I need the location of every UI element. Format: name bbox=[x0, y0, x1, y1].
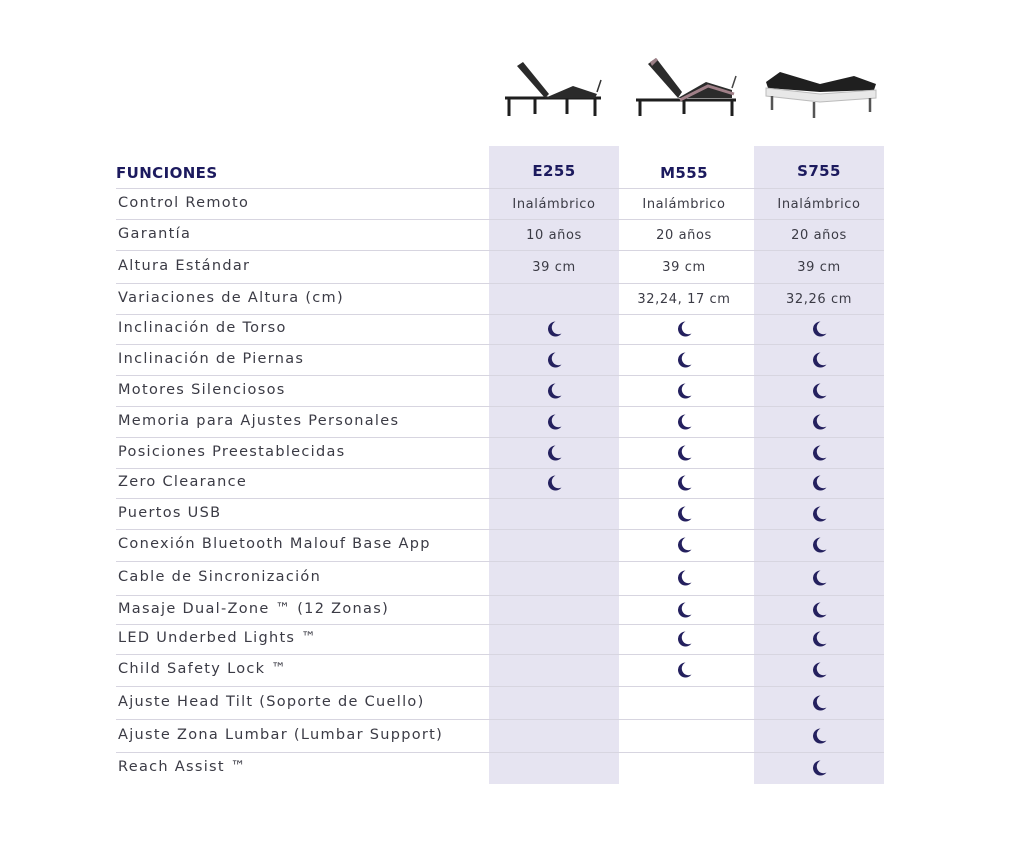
feature-label: Garantía bbox=[118, 225, 192, 242]
row-divider bbox=[116, 344, 884, 345]
crescent-moon-icon bbox=[675, 536, 693, 554]
feature-value: 20 años bbox=[791, 227, 847, 243]
feature-value: 39 cm bbox=[532, 259, 576, 275]
crescent-moon-icon bbox=[675, 413, 693, 431]
feature-value: Inalámbrico bbox=[642, 196, 726, 212]
crescent-moon-icon bbox=[545, 351, 563, 369]
adjustable-bed-m555-icon bbox=[628, 48, 744, 128]
feature-label: Cable de Sincronización bbox=[118, 569, 322, 585]
feature-label: Motores Silenciosos bbox=[118, 381, 286, 398]
row-divider bbox=[116, 283, 884, 284]
crescent-moon-icon bbox=[810, 630, 828, 648]
row-divider bbox=[116, 498, 884, 499]
feature-label: Inclinación de Piernas bbox=[118, 350, 305, 367]
feature-label: Variaciones de Altura (cm) bbox=[118, 289, 344, 306]
row-divider bbox=[116, 188, 884, 189]
row-divider bbox=[116, 375, 884, 376]
crescent-moon-icon bbox=[810, 694, 828, 712]
crescent-moon-icon bbox=[810, 320, 828, 338]
crescent-moon-icon bbox=[810, 382, 828, 400]
feature-value: Inalámbrico bbox=[777, 196, 861, 212]
row-divider bbox=[116, 406, 884, 407]
crescent-moon-icon bbox=[545, 474, 563, 492]
feature-value: 39 cm bbox=[662, 259, 706, 275]
row-divider bbox=[116, 654, 884, 655]
crescent-moon-icon bbox=[545, 382, 563, 400]
adjustable-bed-s755-icon bbox=[758, 48, 884, 128]
feature-label: Altura Estándar bbox=[118, 257, 251, 274]
crescent-moon-icon bbox=[675, 382, 693, 400]
crescent-moon-icon bbox=[810, 351, 828, 369]
row-divider bbox=[116, 529, 884, 530]
crescent-moon-icon bbox=[810, 413, 828, 431]
feature-label: LED Underbed Lights ™ bbox=[118, 630, 317, 646]
crescent-moon-icon bbox=[675, 474, 693, 492]
crescent-moon-icon bbox=[810, 759, 828, 777]
feature-value: 32,24, 17 cm bbox=[637, 291, 731, 307]
row-divider bbox=[116, 686, 884, 687]
crescent-moon-icon bbox=[545, 413, 563, 431]
row-divider bbox=[116, 561, 884, 562]
crescent-moon-icon bbox=[675, 630, 693, 648]
crescent-moon-icon bbox=[810, 505, 828, 523]
feature-value: 39 cm bbox=[797, 259, 841, 275]
functions-header: FUNCIONES bbox=[116, 164, 218, 182]
feature-value: 32,26 cm bbox=[786, 291, 852, 307]
crescent-moon-icon bbox=[545, 320, 563, 338]
feature-label: Puertos USB bbox=[118, 504, 222, 521]
feature-value: 20 años bbox=[656, 227, 712, 243]
model-header-m555: M555 bbox=[660, 164, 708, 182]
feature-label: Inclinación de Torso bbox=[118, 320, 287, 336]
row-divider bbox=[116, 719, 884, 720]
feature-label: Reach Assist ™ bbox=[118, 759, 247, 775]
crescent-moon-icon bbox=[810, 661, 828, 679]
feature-label: Memoria para Ajustes Personales bbox=[118, 412, 400, 429]
row-divider bbox=[116, 219, 884, 220]
feature-label: Masaje Dual-Zone ™ (12 Zonas) bbox=[118, 600, 390, 617]
crescent-moon-icon bbox=[675, 569, 693, 587]
feature-label: Conexión Bluetooth Malouf Base App bbox=[118, 536, 431, 552]
row-divider bbox=[116, 437, 884, 438]
crescent-moon-icon bbox=[675, 505, 693, 523]
row-divider bbox=[116, 250, 884, 251]
crescent-moon-icon bbox=[810, 444, 828, 462]
crescent-moon-icon bbox=[675, 320, 693, 338]
crescent-moon-icon bbox=[675, 444, 693, 462]
crescent-moon-icon bbox=[545, 444, 563, 462]
row-divider bbox=[116, 595, 884, 596]
feature-value: 10 años bbox=[526, 227, 582, 243]
crescent-moon-icon bbox=[810, 474, 828, 492]
feature-label: Posiciones Preestablecidas bbox=[118, 443, 346, 460]
feature-label: Control Remoto bbox=[118, 194, 250, 211]
row-divider bbox=[116, 752, 884, 753]
crescent-moon-icon bbox=[810, 601, 828, 619]
crescent-moon-icon bbox=[675, 601, 693, 619]
row-divider bbox=[116, 314, 884, 315]
row-divider bbox=[116, 624, 884, 625]
feature-label: Zero Clearance bbox=[118, 474, 248, 490]
crescent-moon-icon bbox=[810, 727, 828, 745]
feature-label: Ajuste Zona Lumbar (Lumbar Support) bbox=[118, 726, 444, 743]
crescent-moon-icon bbox=[810, 536, 828, 554]
model-header-s755: S755 bbox=[797, 162, 841, 180]
feature-value: Inalámbrico bbox=[512, 196, 596, 212]
crescent-moon-icon bbox=[810, 569, 828, 587]
feature-label: Ajuste Head Tilt (Soporte de Cuello) bbox=[118, 693, 425, 710]
feature-label: Child Safety Lock ™ bbox=[118, 661, 288, 677]
adjustable-bed-e255-icon bbox=[497, 48, 609, 128]
crescent-moon-icon bbox=[675, 351, 693, 369]
model-header-e255: E255 bbox=[532, 162, 576, 180]
row-divider bbox=[116, 468, 884, 469]
crescent-moon-icon bbox=[675, 661, 693, 679]
